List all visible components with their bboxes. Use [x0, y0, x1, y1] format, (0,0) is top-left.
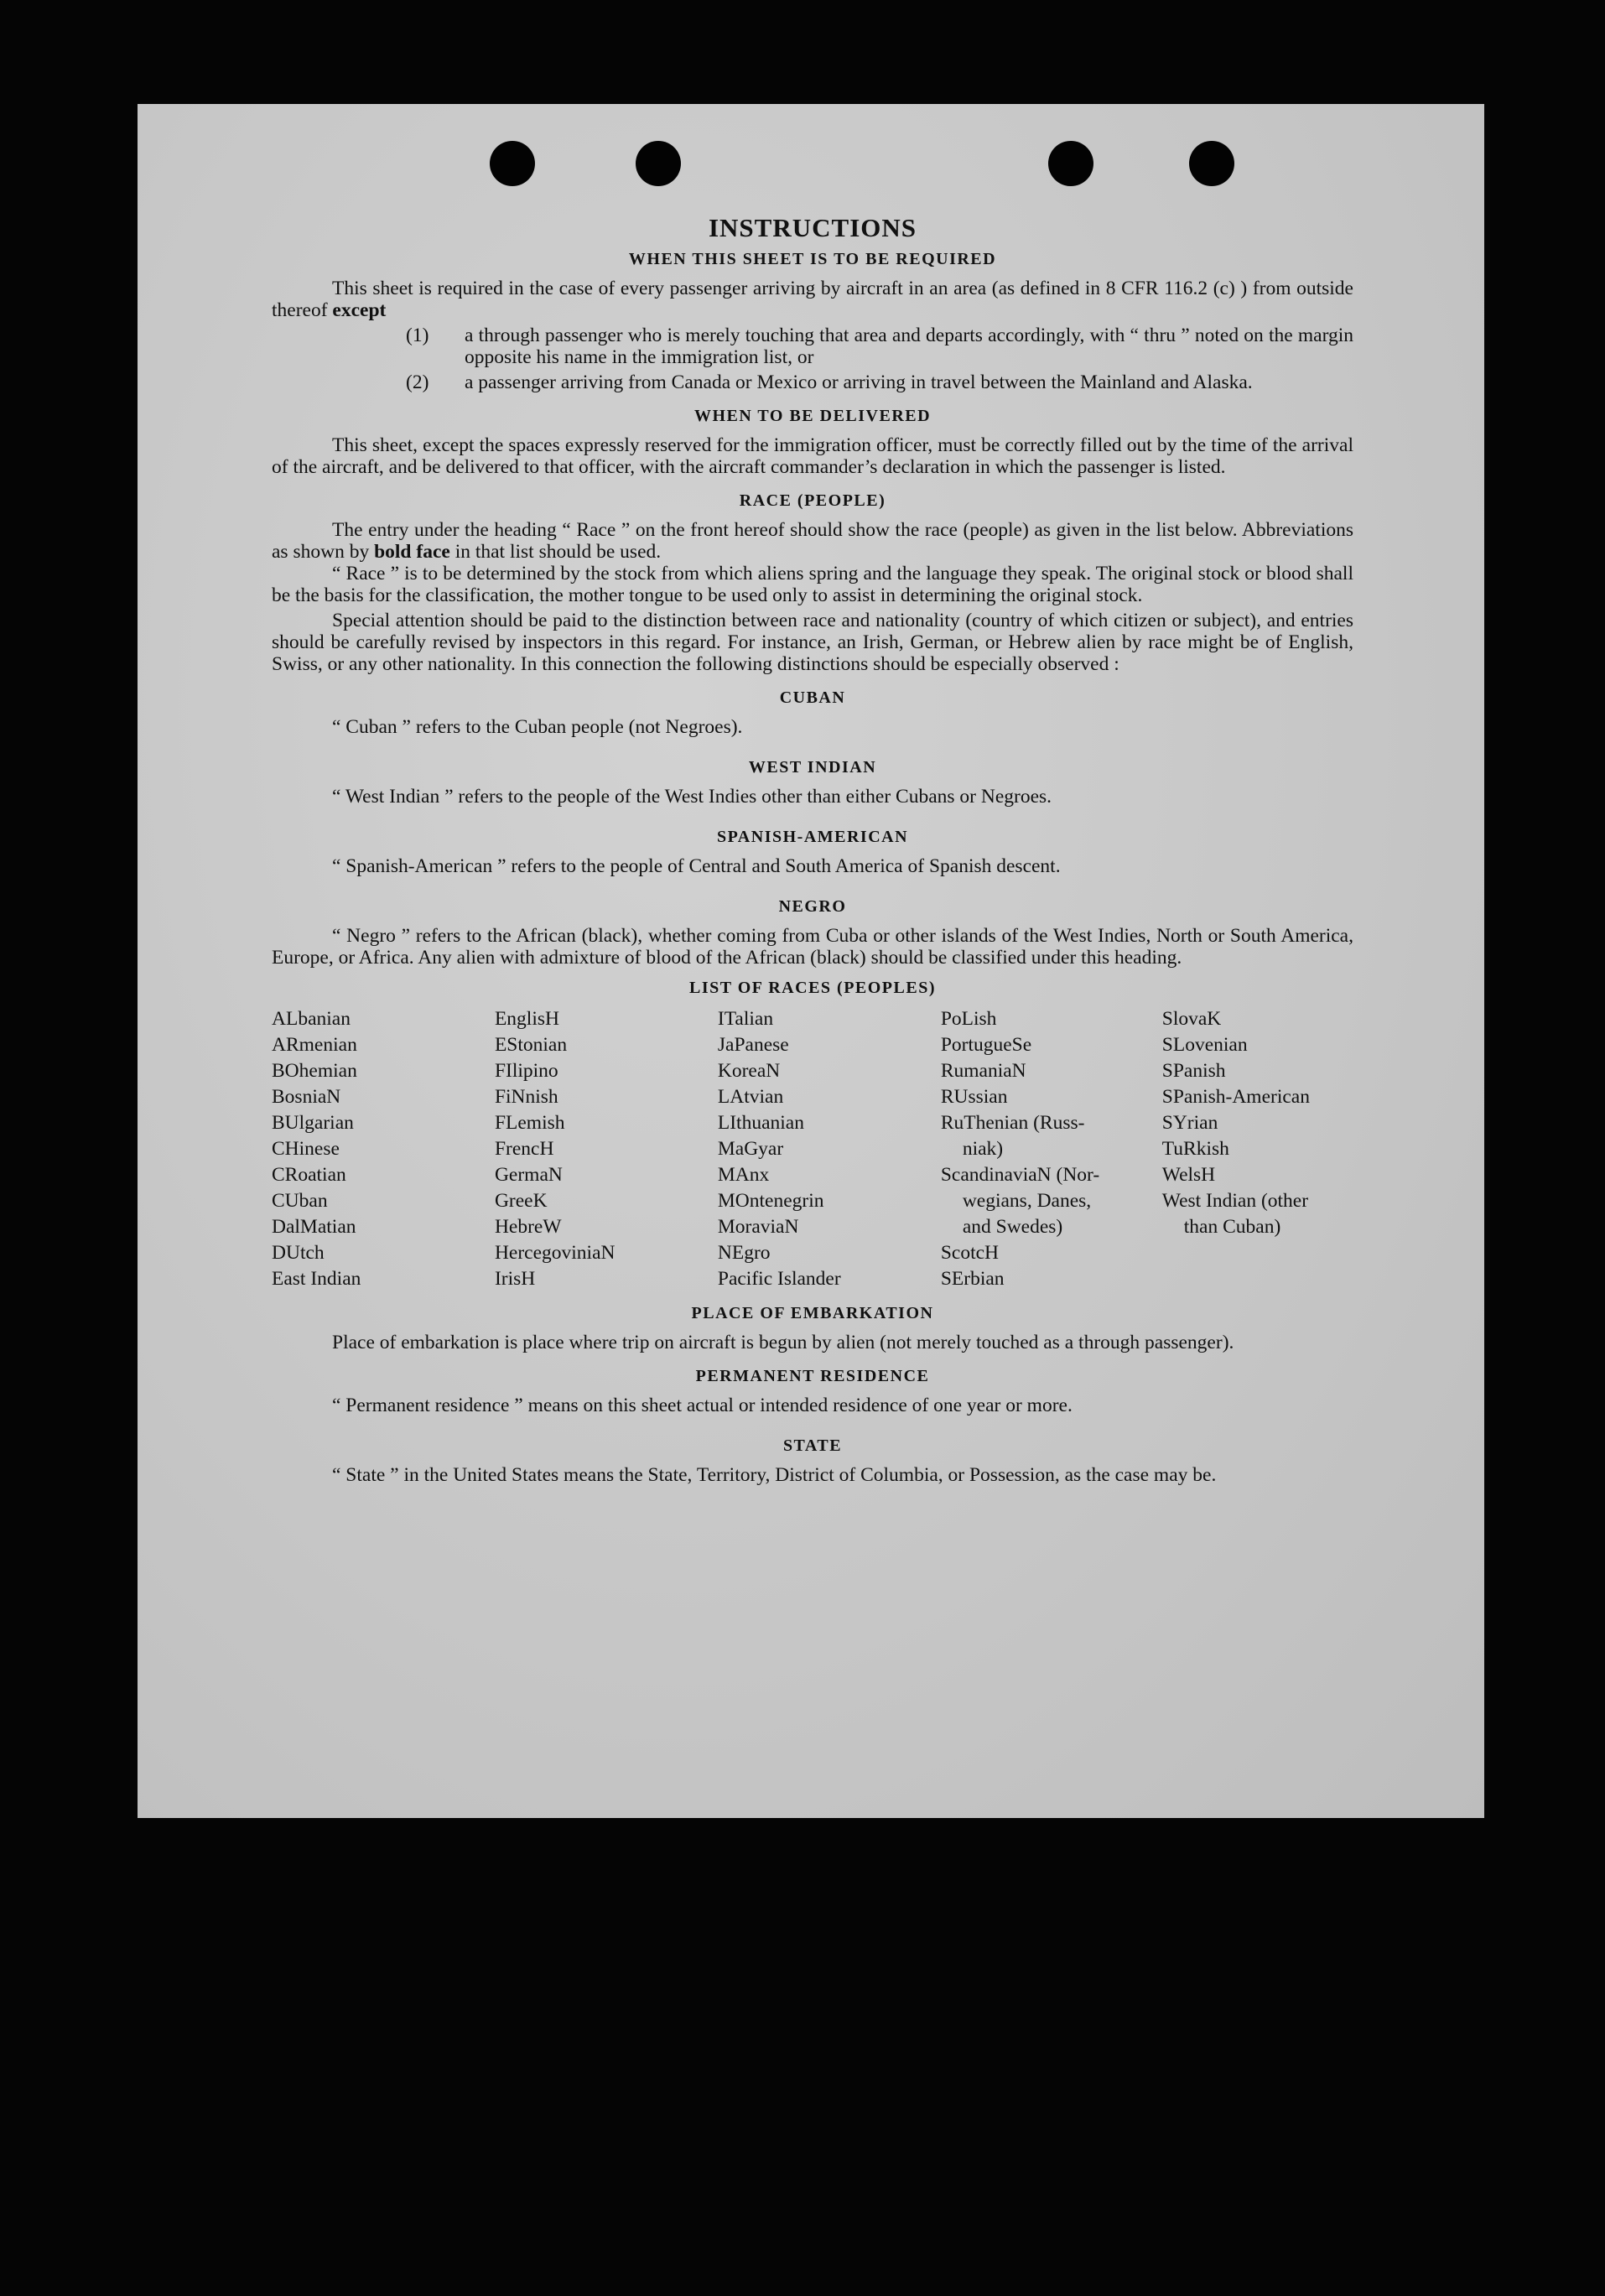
page-title: INSTRUCTIONS	[708, 213, 917, 242]
list-item: HebreW	[494, 1216, 562, 1238]
list-item: IrisH	[494, 1268, 536, 1290]
punch-hole	[1048, 141, 1093, 186]
section-heading-residence: PERMANENT RESIDENCE	[695, 1367, 930, 1385]
list-item: DalMatian	[272, 1216, 356, 1238]
list-item: PortugueSe	[940, 1034, 1032, 1056]
punch-hole	[1189, 141, 1234, 186]
list-item: CRoatian	[272, 1164, 346, 1186]
embarkation-text: Place of embarkation is place where trip on aircraft is begun by alien (not merely touched as a through passenger).	[332, 1332, 1234, 1353]
list-item: LIthuanian	[717, 1112, 804, 1134]
section-heading-west-indian: WEST INDIAN	[748, 758, 877, 777]
race-column-1	[272, 1006, 495, 1292]
list-item: BUlgarian	[272, 1112, 354, 1134]
list-item: wegians, Danes,	[962, 1190, 1092, 1212]
list-item: than Cuban)	[1183, 1216, 1281, 1238]
list-item: GermaN	[494, 1164, 563, 1186]
document-sheet	[138, 104, 1484, 1818]
except-word: except	[332, 299, 387, 321]
list-item: SlovaK	[1161, 1008, 1222, 1030]
list-item: ScotcH	[940, 1242, 999, 1264]
list-item: ALbanian	[272, 1008, 351, 1030]
section-heading-negro: NEGRO	[778, 897, 847, 916]
list-item: FiNnish	[494, 1086, 558, 1108]
list-item: niak)	[962, 1138, 1004, 1160]
section-heading-delivered: WHEN TO BE DELIVERED	[693, 407, 932, 425]
list-item: MaGyar	[717, 1138, 784, 1160]
list-item: Pacific Islander	[717, 1268, 841, 1290]
race-paragraph-2: “ Race ” is to be determined by the stock from which aliens spring and the language they speak. The original stock or blood shall be the basis for the classification, the mother tongue to be used only to assist in determining the original stock.	[272, 563, 1353, 606]
race-paragraph-1: The entry under the heading “ Race ” on the front hereof should show the race (people) as given in the list below. Abbreviations as shown by bold face in that list should be used.	[272, 519, 1353, 563]
list-item: CUban	[272, 1190, 328, 1212]
instructions-body	[272, 213, 1353, 1486]
list-item: PoLish	[940, 1008, 997, 1030]
list-item: CHinese	[272, 1138, 340, 1160]
list-item: RUssian	[940, 1086, 1008, 1108]
section-heading-embarkation: PLACE OF EMBARKATION	[691, 1304, 934, 1322]
punch-hole	[636, 141, 681, 186]
list-item: EStonian	[494, 1034, 568, 1056]
list-item: JaPanese	[717, 1034, 789, 1056]
list-item: ScandinaviaN (Nor-	[940, 1164, 1100, 1186]
delivered-text: This sheet, except the spaces expressly reserved for the immigration officer, must be correctly filled out by the time of the arrival of the aircraft, and be delivered to that officer, with the aircraft commander’s declaration in which the passenger is listed.	[272, 434, 1353, 478]
list-item: SErbian	[940, 1268, 1005, 1290]
punch-hole	[490, 141, 535, 186]
list-item: ITalian	[717, 1008, 774, 1030]
list-item: ARmenian	[272, 1034, 357, 1056]
list-item: SPanish	[1161, 1060, 1226, 1082]
list-item: FrencH	[494, 1138, 554, 1160]
list-item: MAnx	[717, 1164, 770, 1186]
list-item: East Indian	[272, 1268, 361, 1290]
list-item: TuRkish	[1161, 1138, 1229, 1160]
required-intro: This sheet is required in the case of every passenger arriving by aircraft in an area (as defined in 8 CFR 116.2 (c) ) from outside thereof except	[272, 278, 1353, 321]
list-item: SPanish-American	[1161, 1086, 1310, 1108]
race-list	[272, 1006, 1353, 1292]
list-item: BOhemian	[272, 1060, 357, 1082]
residence-text: “ Permanent residence ” means on this sheet actual or intended residence of one year or more.	[332, 1395, 1073, 1416]
race-column-5	[1162, 1006, 1353, 1292]
section-heading-race: RACE (PEOPLE)	[739, 491, 886, 510]
race-column-4	[941, 1006, 1162, 1292]
spanish-american-text: “ Spanish-American ” refers to the people of Central and South America of Spanish descent.	[332, 855, 1061, 877]
cuban-text: “ Cuban ” refers to the Cuban people (not Negroes).	[332, 716, 743, 738]
exception-item-2: (2) a passenger arriving from Canada or Mexico or arriving in travel between the Mainland and Alaska.	[406, 371, 1253, 393]
section-heading-races: LIST OF RACES (PEOPLES)	[688, 979, 936, 997]
list-item: SYrian	[1161, 1112, 1218, 1134]
section-heading-spanish-american: SPANISH-AMERICAN	[716, 828, 909, 846]
list-item: DUtch	[272, 1242, 325, 1264]
list-item: MOntenegrin	[717, 1190, 824, 1212]
list-item: MoraviaN	[717, 1216, 799, 1238]
west-indian-text: “ West Indian ” refers to the people of the West Indies other than either Cubans or Negroes.	[332, 786, 1052, 808]
section-heading-required: WHEN THIS SHEET IS TO BE REQUIRED	[628, 250, 997, 268]
list-item: KoreaN	[717, 1060, 781, 1082]
list-item: WelsH	[1161, 1164, 1216, 1186]
negro-text: “ Negro ” refers to the African (black), whether coming from Cuba or other islands of the West Indies, North or South America, Europe, or Africa. Any alien with admixture of blood of the African (black) should be classified under this heading.	[272, 925, 1353, 969]
list-item: SLovenian	[1161, 1034, 1248, 1056]
list-item: FIlipino	[494, 1060, 558, 1082]
list-item: HercegoviniaN	[494, 1242, 616, 1264]
list-item: RuThenian (Russ-	[940, 1112, 1085, 1134]
list-item: BosniaN	[272, 1086, 341, 1108]
section-heading-state: STATE	[782, 1436, 843, 1455]
section-heading-cuban: CUBAN	[779, 688, 846, 707]
list-item: GreeK	[494, 1190, 548, 1212]
list-item: FLemish	[494, 1112, 565, 1134]
race-paragraph-3: Special attention should be paid to the distinction between race and nationality (country of which citizen or subject), and entries should be carefully revised by inspectors in this regard. For instance, an Irish, German, or Hebrew alien by race might be of English, Swiss, or any other nationality. In this connection the following distinctions should be especially observed :	[272, 610, 1353, 675]
race-column-2	[495, 1006, 718, 1292]
race-column-3	[718, 1006, 941, 1292]
list-item: LAtvian	[717, 1086, 784, 1108]
list-item: RumaniaN	[940, 1060, 1026, 1082]
list-item: EnglisH	[494, 1008, 559, 1030]
state-text: “ State ” in the United States means the State, Territory, District of Columbia, or Possession, as the case may be.	[332, 1464, 1217, 1486]
list-item: West Indian (other	[1161, 1190, 1309, 1212]
list-item: and Swedes)	[962, 1216, 1063, 1238]
list-item: NEgro	[717, 1242, 771, 1264]
exception-item-1: (1) a through passenger who is merely touching that area and departs accordingly, with “ thru ” noted on the margin opposite his name in the immigration list, or	[406, 325, 1353, 368]
